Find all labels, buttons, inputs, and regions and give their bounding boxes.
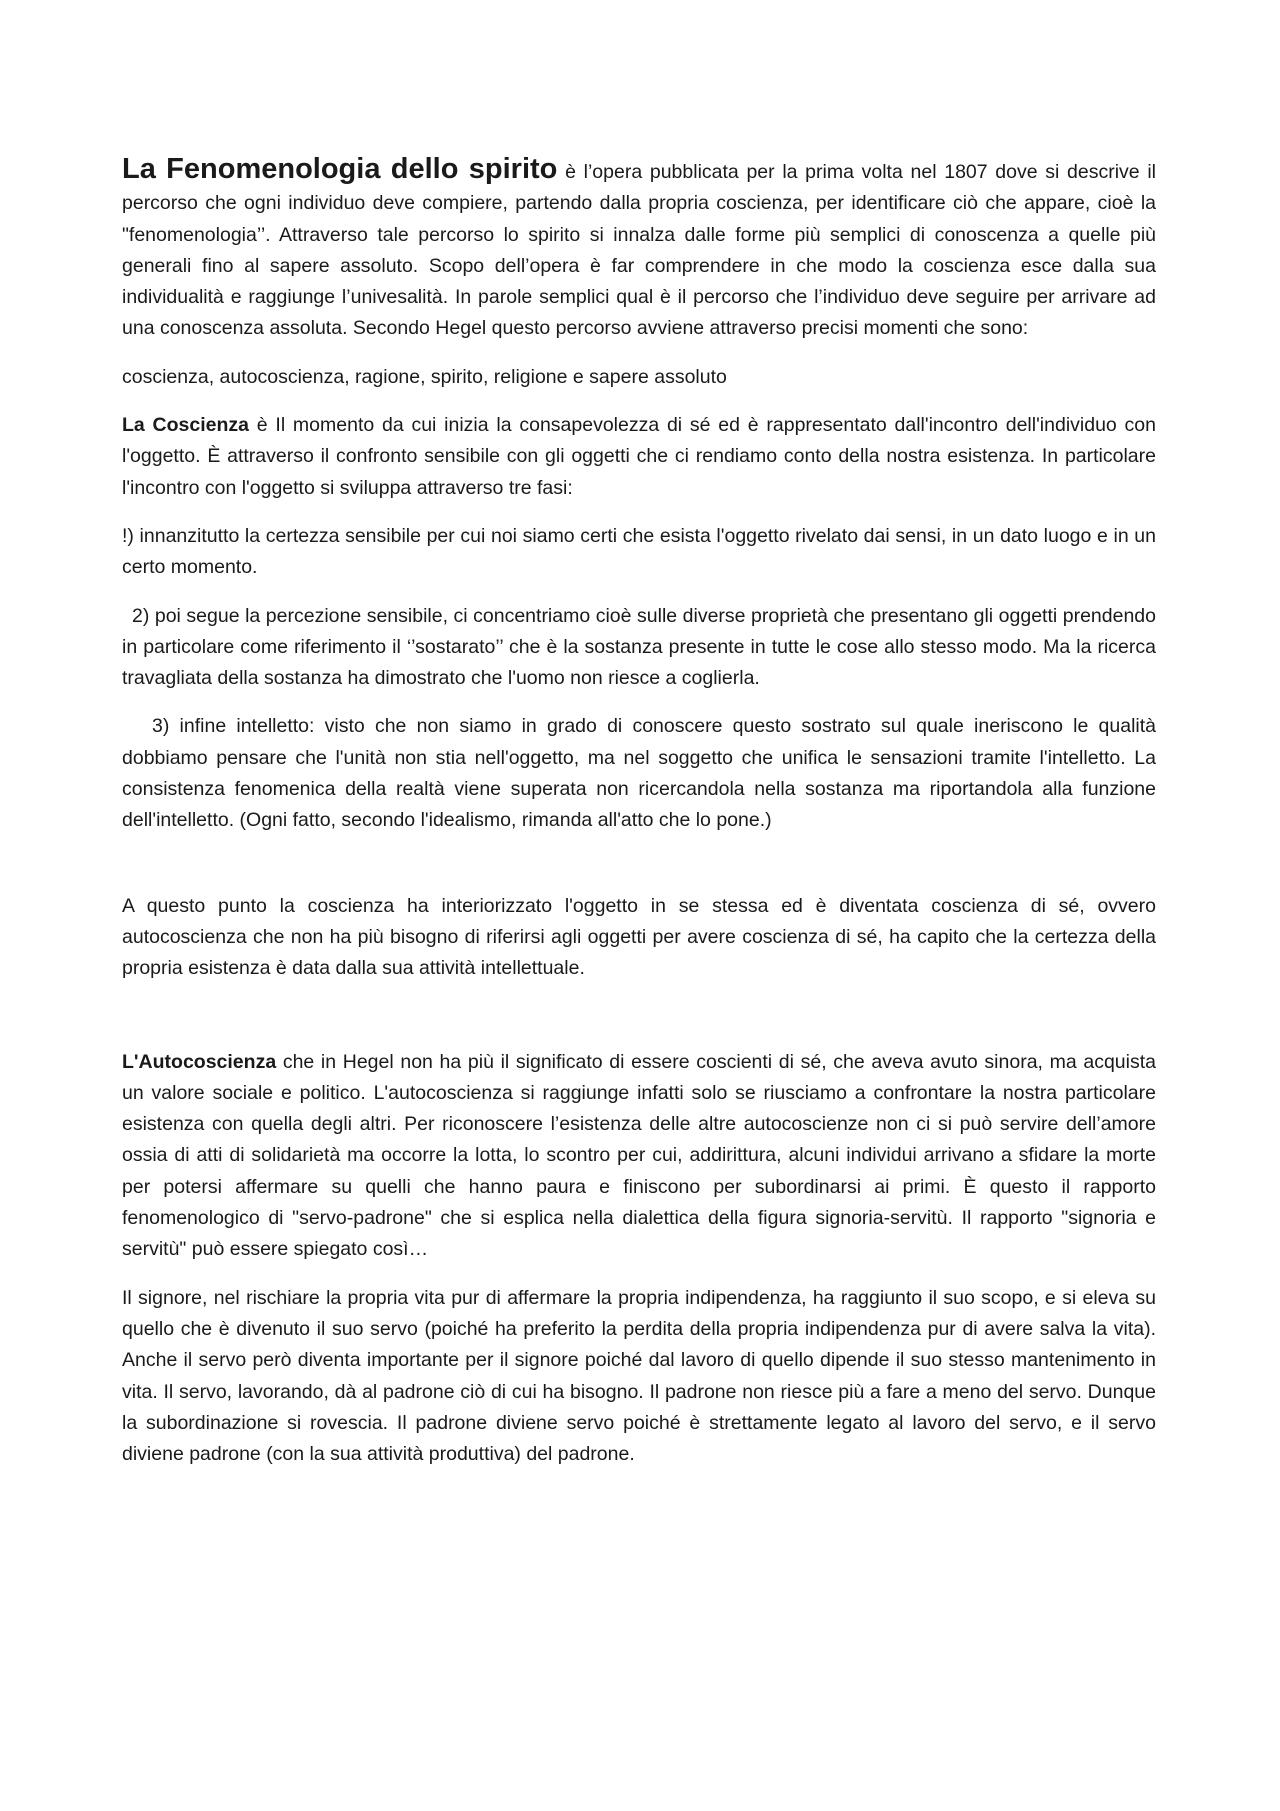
transition-paragraph: A questo punto la coscienza ha interiorizzato l'oggetto in se stessa ed è diventata coscienza di sé, ovvero autocoscienza che non ha più bisogno di riferirsi agli oggetti per avere coscienza di sé, ha capito che la certezza della propria esistenza è data dalla sua attività intellettuale. <box>122 894 1156 980</box>
intro-paragraph <box>122 154 1156 345</box>
document-page <box>122 154 1156 1487</box>
autocoscienza-term: L'Autocoscienza <box>122 1050 277 1073</box>
coscienza-term: La Coscienza <box>122 414 249 437</box>
document-title: La Fenomenologia dello spirito <box>122 153 558 185</box>
autocoscienza-text: che in Hegel non ha più il significato di essere coscienti di sé, che aveva avuto sinora, ma acquista un valore sociale e politico. L'autocoscienza si raggiunge infatti solo se riusciamo a confrontare la nostra particolare esistenza con quella degli altri. Per riconoscere l’esistenza delle altre autocoscienze non ci si può servire dell’amore ossia di atti di solidarietà ma occorre la lotta, lo scontro per cui, addirittura, alcuni individui arrivano a sfidare la morte per potersi affermare su quelli che hanno paura e finiscono per subordinarsi ai primi. È questo il rapporto fenomenologico di "servo-padrone" che si esplica nella dialettica della figura signoria-servitù. Il rapporto "signoria e servitù" può essere spiegato così… <box>122 1050 1156 1261</box>
moments-list-paragraph: coscienza, autocoscienza, ragione, spirito, religione e sapere assoluto <box>122 365 727 388</box>
coscienza-text: è Il momento da cui inizia la consapevolezza di sé ed è rappresentato dall'incontro dell'individuo con l'oggetto. È attraverso il confronto sensibile con gli oggetti che ci rendiamo conto della nostra esistenza. In particolare l'incontro con l'oggetto si sviluppa attraverso tre fasi: <box>122 414 1156 499</box>
autocoscienza-paragraph <box>122 1047 1156 1266</box>
signore-paragraph: Il signore, nel rischiare la propria vita pur di affermare la propria indipendenza, ha raggiunto il suo scopo, e si eleva su quello che è divenuto il suo servo (poiché ha preferito la perdita della propria indipendenza pur di avere salva la vita). Anche il servo però diventa importante per il signore poiché dal lavoro di quello dipende il suo stesso mantenimento in vita. Il servo, lavorando, dà al padrone ciò di cui ha bisogno. Il padrone non riesce più a fare a meno del servo. Dunque la subordinazione si rovescia. Il padrone diviene servo poiché è strettamente legato al lavoro del servo, e il servo diviene padrone (con la sua attività produttiva) del padrone. <box>122 1286 1156 1466</box>
coscienza-paragraph <box>122 410 1156 504</box>
intro-text: è l’opera pubblicata per la prima volta nel 1807 dove si descrive il percorso che ogni individuo deve compiere, partendo dalla propria coscienza, per identificare ciò che appare, cioè la "fenomenologia’’. Attraverso tale percorso lo spirito si innalza dalle forme più semplici di conoscenza a quelle più generali fino al sapere assoluto. Scopo dell’opera è far comprendere in che modo la coscienza esce dalla sua individualità e raggiunge l’univesalità. In parole semplici qual è il percorso che l’individuo deve seguire per arrivare ad una conoscenza assoluta. Secondo Hegel questo percorso avviene attraverso precisi momenti che sono: <box>122 161 1156 340</box>
phase-2-paragraph: 2) poi segue la percezione sensibile, ci concentriamo cioè sulle diverse proprietà che presentano gli oggetti prendendo in particolare come riferimento il ‘’sostarato’’ che è la sostanza presente in tutte le cose allo stesso modo. Ma la ricerca travagliata della sostanza ha dimostrato che l'uomo non riesce a coglierla. <box>122 604 1156 690</box>
phase-1-paragraph: !) innanzitutto la certezza sensibile per cui noi siamo certi che esista l'oggetto rivelato dai sensi, in un dato luogo e in un certo momento. <box>122 524 1156 579</box>
phase-3-paragraph: 3) infine intelletto: visto che non siamo in grado di conoscere questo sostrato sul quale ineriscono le qualità dobbiamo pensare che l'unità non stia nell'oggetto, ma nel soggetto che unifica le sensazioni tramite l'intelletto. La consistenza fenomenica della realtà viene superata non ricercandola nella sostanza ma riportandola alla funzione dell'intelletto. (Ogni fatto, secondo l'idealismo, rimanda all'atto che lo pone.) <box>122 715 1156 832</box>
